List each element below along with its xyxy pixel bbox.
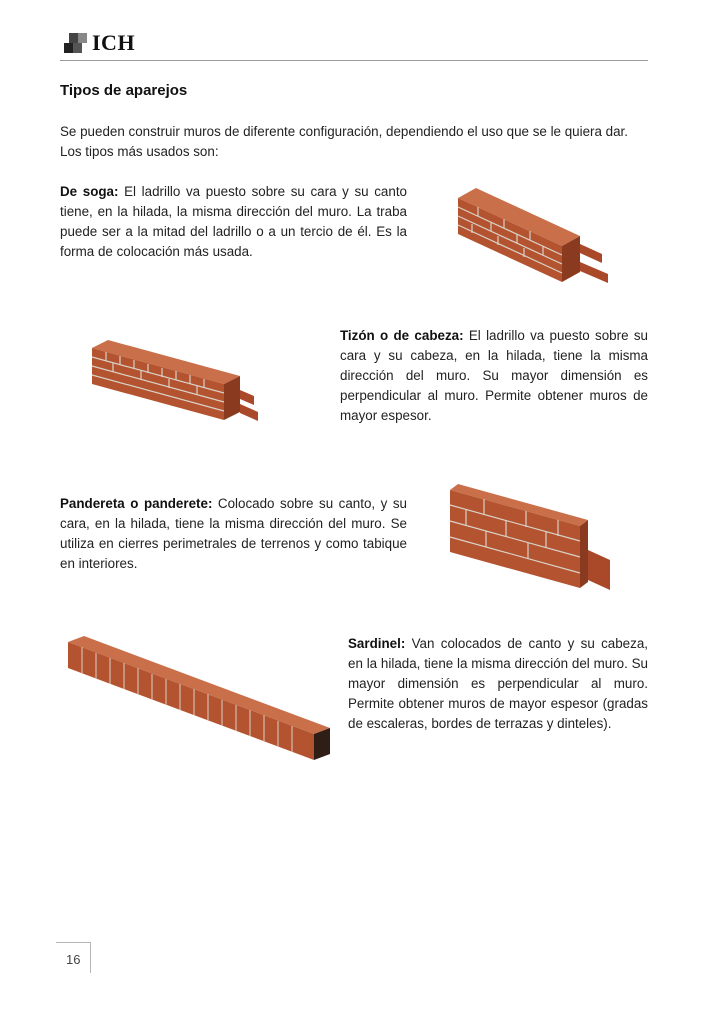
intro-paragraph: Se pueden construir muros de diferente configuración, dependiendo el uso que se le quiera dar. Los tipos más usados son: [60,124,628,159]
pandereta-wall-illustration [440,480,618,596]
sardinel-term: Sardinel: [348,636,406,651]
page-title: Tipos de aparejos [60,82,188,99]
sardinel-description: Van colocados de canto y su cabeza, en la hilada, tiene la misma dirección del muro. Su mayor dimensión es perpendicular al muro. Permite obtener muros de mayor espesor (gradas de escaleras, bordes de terrazas y dinteles). [348,636,648,731]
pandereta-description: Colocado sobre su canto, y su cara, en la hilada, tiene la misma dirección del muro. Se utiliza en cierres perimetrales de terrenos y como tabique en interiores. [60,496,407,571]
stacked-blocks-icon [64,32,88,54]
logo-text: ICH [92,30,136,55]
tizon-description: El ladrillo va puesto sobre su cara y su cabeza, en la hilada, tiene la misma dirección del muro. Su mayor dimensión es perpendicular al muro. Permite obtener muros de mayor espesor. [340,328,648,423]
soga-wall-illustration [452,184,612,290]
tizon-paragraph [340,326,648,426]
soga-term: De soga: [60,184,119,199]
logo [64,30,135,56]
tizon-wall-illustration [84,336,260,432]
pandereta-term: Pandereta o panderete: [60,496,213,511]
soga-description: El ladrillo va puesto sobre su cara y su canto tiene, en la hilada, la misma dirección del muro. La traba puede ser a la mitad del ladrillo o a un tercio de él. Es la forma de colocación más usada. [60,184,407,259]
pandereta-paragraph [60,494,407,574]
sardinel-wall-illustration [64,632,336,762]
page-number: 16 [66,952,81,967]
soga-paragraph [60,182,407,262]
sardinel-paragraph [348,634,648,734]
header-divider [60,60,648,61]
tizon-term: Tizón o de cabeza: [340,328,464,343]
